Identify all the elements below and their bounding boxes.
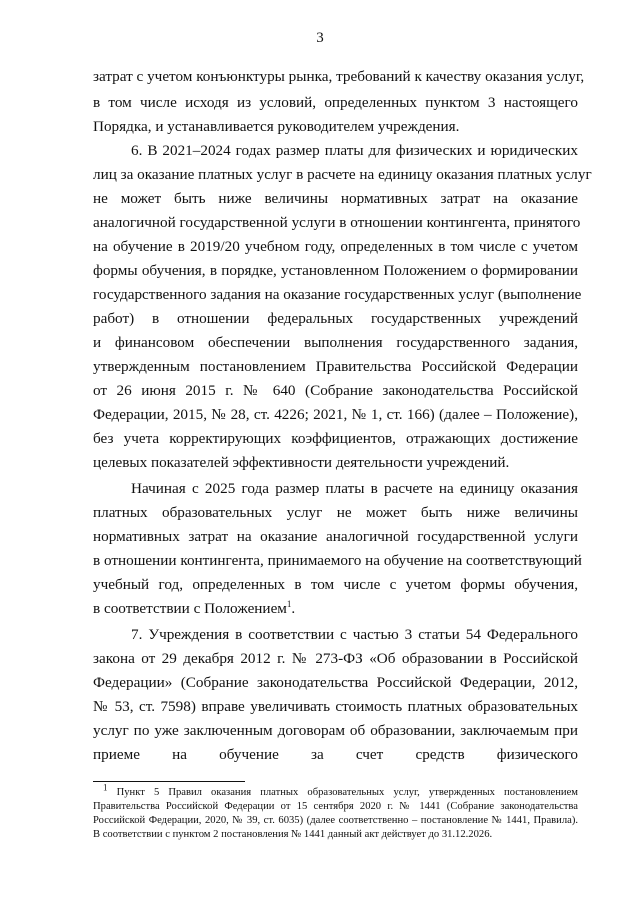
text-line: Федерации, 2015, № 28, ст. 4226; 2021, № 1, ст. 166) (далее – Положение), — [93, 406, 578, 423]
text-line: платных образовательных услуг не может быть ниже величины — [93, 504, 578, 521]
text-line: на обучение в 2019/20 учебном году, определенных в том числе с учетом — [93, 238, 578, 255]
text-line: нормативных затрат на оказание аналогичной государственной услуги — [93, 528, 578, 545]
text-line: Порядка, и устанавливается руководителем учреждения. — [93, 118, 460, 135]
text-line: не может быть ниже величины нормативных затрат на оказание — [93, 190, 578, 207]
footnote-reference: 1 — [286, 598, 292, 609]
footnote-line: Правительства Российской Федерации от 15 сентября 2020 г. № 1441 (Собрание законодательства — [93, 801, 578, 812]
text-line: целевых показателей эффективности деятельности учреждений. — [93, 454, 510, 471]
text-line: и финансовом обеспечении выполнения государственного задания, — [93, 334, 578, 351]
page-number: 3 — [316, 30, 324, 46]
footnote-line: В соответствии с пунктом 2 постановления № 1441 данный акт действует до 31.12.2026. — [93, 829, 493, 840]
text-line: в отношении контингента, принимаемого на обучение на соответствующий — [93, 552, 582, 569]
text-line: в том числе исходя из условий, определенных пунктом 3 настоящего — [93, 94, 578, 111]
text-line: государственного задания на оказание государственных услуг (выполнение — [93, 286, 582, 303]
text-line: 7. Учреждения в соответствии с частью 3 статьи 54 Федерального — [131, 626, 578, 643]
text-line: Федерации» (Собрание законодательства Российской Федерации, 2012, — [93, 674, 578, 691]
text-line: в соответствии с Положением$^1$. — [93, 598, 296, 617]
footnote-marker: 1 — [103, 782, 108, 793]
footnote-text: Пункт 5 Правил оказания платных образовательных услуг, утвержденных постановлением — [116, 787, 578, 798]
text-line: 6. В 2021–2024 годах размер платы для физических и юридических — [131, 142, 578, 159]
text-line: услуг по уже заключенным договорам об образовании, заключаемым при — [93, 722, 578, 739]
text-line: Начиная с 2025 года размер платы в расчете на единицу оказания — [131, 480, 578, 497]
footnote-separator — [93, 781, 245, 782]
text-line: затрат с учетом конъюнктуры рынка, требований к качеству оказания услуг, — [93, 68, 585, 85]
text-line-content: в соответствии с Положением — [93, 600, 287, 617]
text-line: закона от 29 декабря 2012 г. № 273-ФЗ «Об образовании в Российской — [93, 650, 578, 667]
text-line: формы обучения, в порядке, установленном Положением о формировании — [93, 262, 578, 279]
text-line: от 26 июня 2015 г. № 640 (Собрание законодательства Российской — [93, 382, 578, 399]
footnote-line: Российской Федерации, 2020, № 39, ст. 6035) (далее соответственно – постановление № 1441, Правила). — [93, 815, 578, 826]
text-line: работ) в отношении федеральных государственных учреждений — [93, 310, 578, 327]
text-line: № 53, ст. 7598) вправе увеличивать стоимость платных образовательных — [93, 698, 578, 715]
footnote-line — [103, 782, 578, 799]
text-line: аналогичной государственной услуги в отношении контингента, принятого — [93, 214, 581, 231]
text-line: утвержденным постановлением Правительства Российской Федерации — [93, 358, 578, 375]
text-line: учебный год, определенных в том числе с учетом формы обучения, — [93, 576, 578, 593]
text-line: приеме на обучение за счет средств физического — [93, 746, 578, 763]
text-line: лиц за оказание платных услуг в расчете на единицу оказания платных услуг — [93, 166, 592, 183]
text-line: без учета корректирующих коэффициентов, отражающих достижение — [93, 430, 578, 447]
